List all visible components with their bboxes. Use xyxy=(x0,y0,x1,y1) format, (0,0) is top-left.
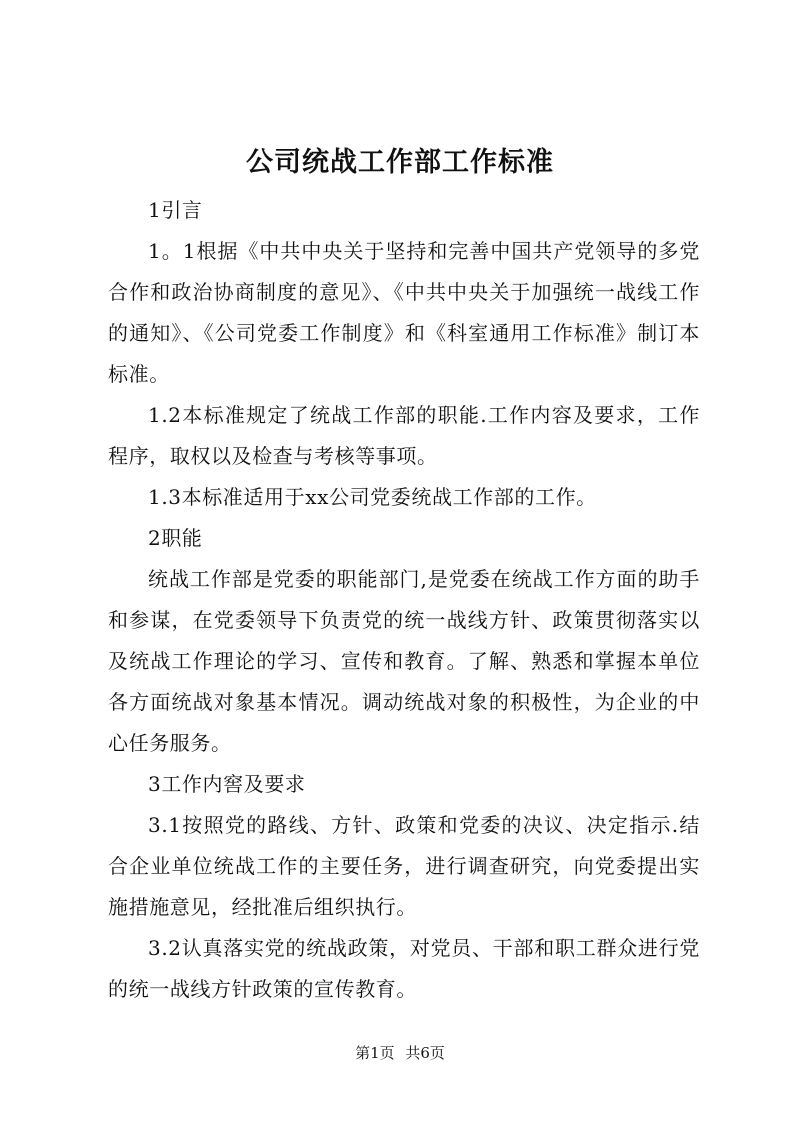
section-heading-work-content: 3工作内窖及要求 xyxy=(148,772,306,796)
paragraph-functions: 统战工作部是党委的职能部门,是党委在统战工作方面的助手和参谋，在党委领导下负责党的统一战线方针、政策贯彻落实以及统战工作理论的学习、宣传和教育。了解、熟悉和掌握本单位各方面统战对象基本情况。调动统战对象的积极性，为企业的中心任务服务。 xyxy=(108,567,700,755)
section-heading-introduction: 1引言 xyxy=(148,198,203,222)
paragraph-1-2: 1.2本标准规定了统战工作部的职能.工作内容及要求，工作程序，取权以及检查与考核等事项。 xyxy=(108,403,700,468)
paragraph-3-2: 3.2认真落实党的统战政策，对党员、干部和职工群众进行党的统一战线方针政策的宣传教育。 xyxy=(108,936,700,1001)
paragraph-1-3: 1.3本标准适用于xx公司党委统战工作部的工作。 xyxy=(148,485,597,509)
document-body xyxy=(108,190,700,1010)
page-total: 共6页 xyxy=(405,1044,445,1062)
document-title: 公司统战工作部工作标准 xyxy=(246,147,554,178)
page-footer xyxy=(0,1043,800,1063)
paragraph-1-1: 1。1根据《中共中央关于坚持和完善中国共产党领导的多党合作和政治协商制度的意见》、《中共中央关于加强统一战线工作的通知》、《公司党委工作制度》和《科室通用工作标准》制订本标准。 xyxy=(108,239,700,386)
paragraph-3-1: 3.1按照党的路线、方针、政策和党委的决议、决定指示.结合企业单位统战工作的主要任务，进行调查研究，向党委提出实施措施意见，经批准后组织执行。 xyxy=(108,813,700,919)
page-number: 第1页 xyxy=(355,1044,395,1062)
section-heading-functions: 2职能 xyxy=(148,526,203,550)
